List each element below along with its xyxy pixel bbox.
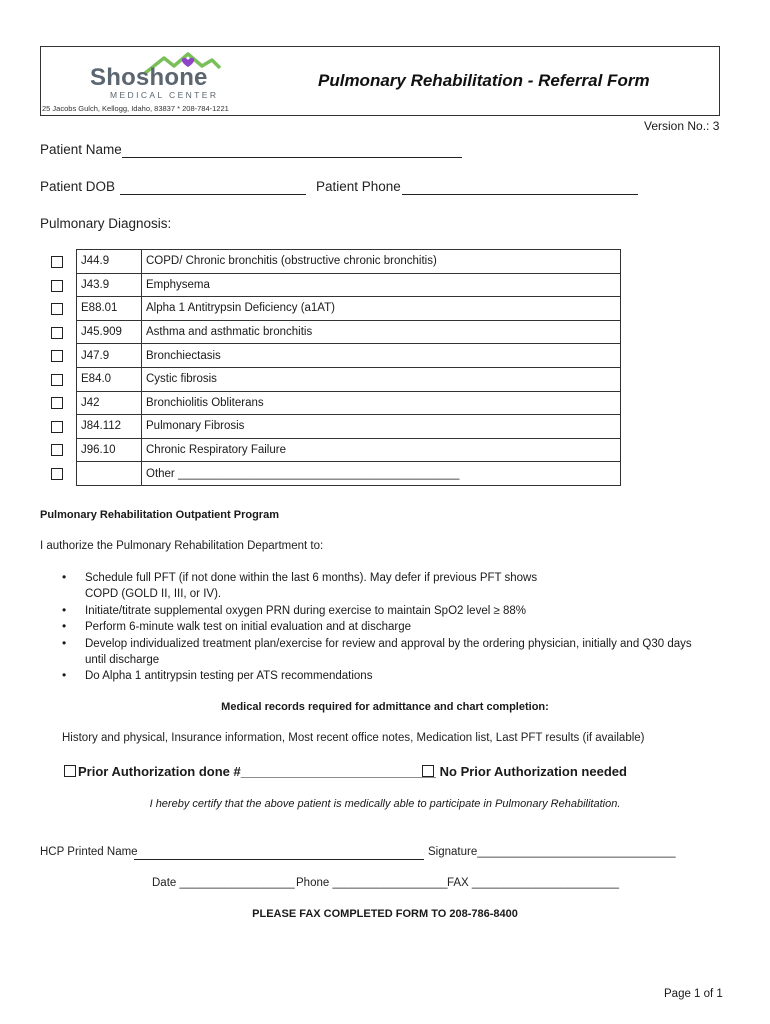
bullet-icon: • (62, 570, 67, 584)
diagnosis-code: E88.01 (77, 297, 142, 321)
hcp-printed-name-field[interactable] (134, 859, 424, 860)
diagnosis-code: J43.9 (77, 273, 142, 297)
version-number: Version No.: 3 (644, 119, 720, 133)
diagnosis-code: J96.10 (77, 438, 142, 462)
diagnosis-code: J84.112 (77, 415, 142, 439)
patient-dob-label: Patient DOB (40, 179, 116, 194)
diagnosis-checkbox[interactable] (51, 327, 63, 339)
diagnosis-checkbox[interactable] (51, 468, 63, 480)
table-row (77, 462, 621, 486)
signature-field[interactable]: Signature_______________________________ (428, 846, 676, 858)
records-heading: Medical records required for admittance and chart completion: (221, 701, 549, 713)
table-row (77, 391, 621, 415)
patient-name-field[interactable] (122, 157, 462, 158)
diagnosis-code: J45.909 (77, 320, 142, 344)
diagnosis-description: Emphysema (142, 273, 621, 297)
bullet-icon: • (62, 619, 67, 633)
records-list: History and physical, Insurance information, Most recent office notes, Medication list, Last PFT results (if available) (62, 732, 645, 744)
table-row (77, 438, 621, 462)
diagnosis-checkbox[interactable] (51, 280, 63, 292)
diagnosis-description: Asthma and asthmatic bronchitis (142, 320, 621, 344)
patient-name-label: Patient Name (40, 142, 122, 157)
no-prior-auth-option[interactable] (422, 764, 627, 779)
authorize-text: I authorize the Pulmonary Rehabilitation Department to: (40, 540, 324, 552)
date-field[interactable]: Date __________________ (152, 877, 295, 889)
diagnosis-description: Cystic fibrosis (142, 367, 621, 391)
no-prior-auth-checkbox[interactable] (422, 765, 434, 777)
hcp-printed-name-label: HCP Printed Name (40, 846, 138, 858)
table-row (77, 367, 621, 391)
bullet-icon: • (62, 603, 67, 617)
diagnosis-code: E84.0 (77, 367, 142, 391)
certify-statement: I hereby certify that the above patient is medically able to participate in Pulmonary Rehabilitation. (149, 798, 621, 810)
diagnosis-code: J42 (77, 391, 142, 415)
diagnosis-code (77, 462, 142, 486)
prior-auth-option[interactable] (64, 764, 436, 779)
prior-auth-checkbox[interactable] (64, 765, 76, 777)
table-row (77, 273, 621, 297)
bullet-item: Perform 6-minute walk test on initial evaluation and at discharge (85, 621, 412, 633)
diagnosis-checkbox[interactable] (51, 256, 63, 268)
bullet-icon: • (62, 636, 67, 650)
diagnosis-checkbox[interactable] (51, 397, 63, 409)
logo (42, 44, 262, 116)
diagnosis-description: Pulmonary Fibrosis (142, 415, 621, 439)
bullet-item: Develop individualized treatment plan/exercise for review and approval by the ordering physician, initially and Q30 days until discharge (85, 638, 692, 666)
bullet-icon: • (62, 668, 67, 682)
table-row (77, 320, 621, 344)
diagnosis-description: Chronic Respiratory Failure (142, 438, 621, 462)
program-heading: Pulmonary Rehabilitation Outpatient Program (40, 509, 279, 521)
phone-field[interactable]: Phone __________________ (296, 877, 448, 889)
bullet-item: Initiate/titrate supplemental oxygen PRN during exercise to maintain SpO2 level ≥ 88% (85, 605, 526, 617)
prior-auth-label: Prior Authorization done #___________________________ (78, 764, 436, 779)
diagnosis-checkbox[interactable] (51, 444, 63, 456)
diagnosis-table (76, 249, 621, 486)
logo-name: Shoshone (90, 64, 208, 91)
bullet-item: Do Alpha 1 antitrypsin testing per ATS recommendations (85, 670, 373, 682)
bullet-item: Schedule full PFT (if not done within the last 6 months). May defer if previous PFT shows COPD (GOLD II, III, or IV). (85, 572, 538, 600)
table-row (77, 344, 621, 368)
diagnosis-description[interactable]: Other ____________________________________________ (142, 462, 621, 486)
table-row (77, 415, 621, 439)
patient-phone-label: Patient Phone (316, 179, 401, 194)
diagnosis-code: J47.9 (77, 344, 142, 368)
logo-subtitle: MEDICAL CENTER (110, 90, 219, 100)
diagnosis-description: COPD/ Chronic bronchitis (obstructive chronic bronchitis) (142, 250, 621, 274)
diagnosis-description: Bronchiectasis (142, 344, 621, 368)
diagnosis-checkbox[interactable] (51, 374, 63, 386)
form-title: Pulmonary Rehabilitation - Referral Form (318, 71, 650, 90)
table-row (77, 250, 621, 274)
no-prior-auth-label: No Prior Authorization needed (439, 764, 627, 779)
diagnosis-checkbox[interactable] (51, 350, 63, 362)
diagnosis-code: J44.9 (77, 250, 142, 274)
address: 25 Jacobs Gulch, Kellogg, Idaho, 83837 * 208-784-1221 (42, 104, 229, 113)
diagnosis-description: Bronchiolitis Obliterans (142, 391, 621, 415)
patient-dob-field[interactable] (120, 194, 306, 195)
fax-field[interactable]: FAX _______________________ (447, 877, 620, 889)
patient-phone-field[interactable] (402, 194, 638, 195)
diagnosis-label: Pulmonary Diagnosis: (40, 216, 172, 231)
table-row (77, 297, 621, 321)
diagnosis-description: Alpha 1 Antitrypsin Deficiency (a1AT) (142, 297, 621, 321)
diagnosis-checkbox[interactable] (51, 421, 63, 433)
page-number: Page 1 of 1 (664, 988, 723, 1000)
fax-instruction: PLEASE FAX COMPLETED FORM TO 208-786-8400 (252, 908, 518, 920)
diagnosis-checkbox[interactable] (51, 303, 63, 315)
